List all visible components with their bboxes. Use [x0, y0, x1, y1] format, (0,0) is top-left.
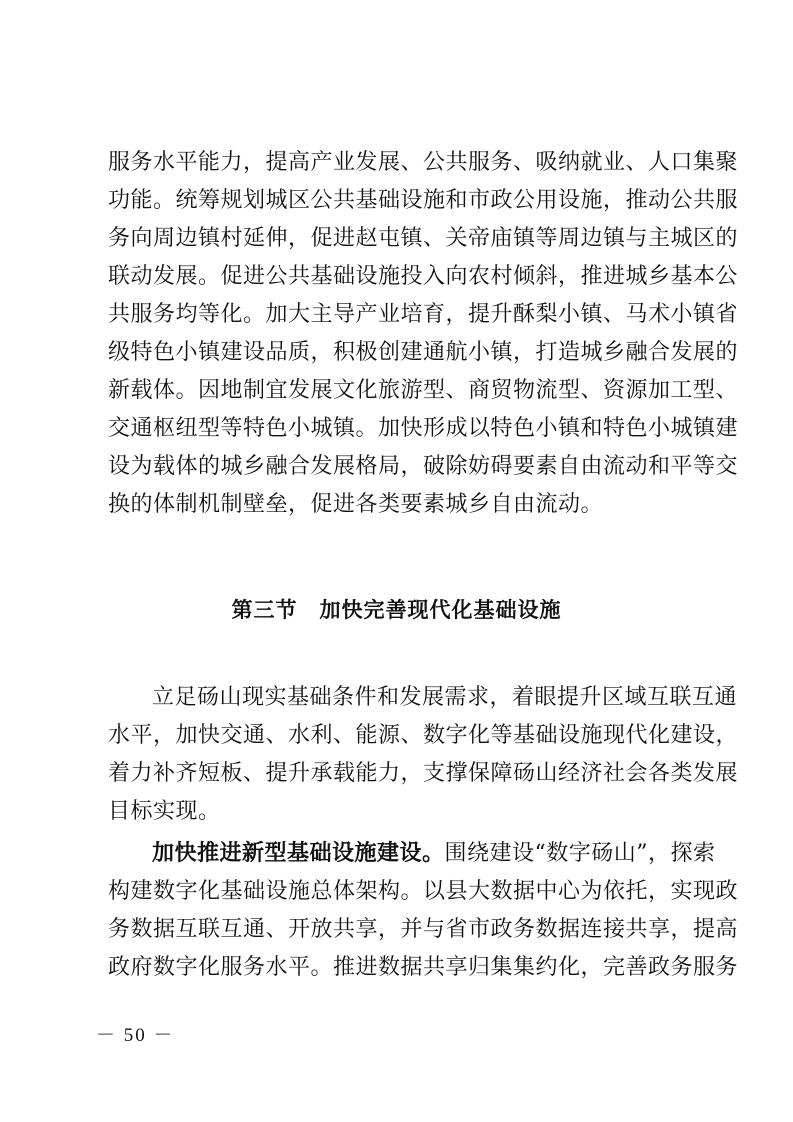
- page-number: － 50 －: [96, 1025, 175, 1046]
- section-heading: 第三节 加快完善现代化基础设施: [231, 598, 562, 622]
- text-line: 新载体。因地制宜发展文化旅游型、商贸物流型、资源加工型、: [108, 378, 739, 403]
- text-line: 共服务均等化。加大主导产业培育，提升酥梨小镇、马术小镇省: [108, 302, 739, 327]
- text-line: 服务水平能力，提高产业发展、公共服务、吸纳就业、人口集聚: [108, 150, 739, 175]
- text-line: 水平，加快交通、水利、能源、数字化等基础设施现代化建设，: [108, 723, 739, 748]
- text-line: 着力补齐短板、提升承载能力，支撑保障砀山经济社会各类发展: [108, 761, 739, 786]
- text-line: 务向周边镇村延伸，促进赵屯镇、关帝庙镇等周边镇与主城区的: [108, 226, 739, 251]
- text-line: 级特色小镇建设品质，积极创建通航小镇，打造城乡融合发展的: [108, 340, 739, 365]
- text-line: [152, 840, 716, 868]
- first-line-rest: 围绕建设“数字砀山”，探索: [444, 841, 716, 866]
- text-line: 设为载体的城乡融合发展格局，破除妨碍要素自由流动和平等交: [108, 454, 739, 479]
- bold-lead-text: 加快推进新型基础设施建设。: [152, 841, 445, 866]
- text-line: 交通枢纽型等特色小城镇。加快形成以特色小镇和特色小城镇建: [108, 416, 739, 441]
- text-line: 构建数字化基础设施总体架构。以县大数据中心为依托，实现政: [108, 879, 739, 904]
- text-line: 务数据互联互通、开放共享，并与省市政务数据连接共享，提高: [108, 917, 739, 942]
- text-line: 换的体制机制壁垒，促进各类要素城乡自由流动。: [108, 492, 604, 517]
- text-line: 联动发展。促进公共基础设施投入向农村倾斜，推进城乡基本公: [108, 264, 739, 289]
- text-line: 功能。统筹规划城区公共基础设施和市政公用设施，推动公共服: [108, 188, 739, 213]
- text-line: 政府数字化服务水平。推进数据共享归集集约化，完善政务服务: [108, 955, 739, 980]
- text-line: 立足砀山现实基础条件和发展需求，着眼提升区域互联互通: [152, 685, 738, 710]
- text-line: 目标实现。: [108, 799, 221, 824]
